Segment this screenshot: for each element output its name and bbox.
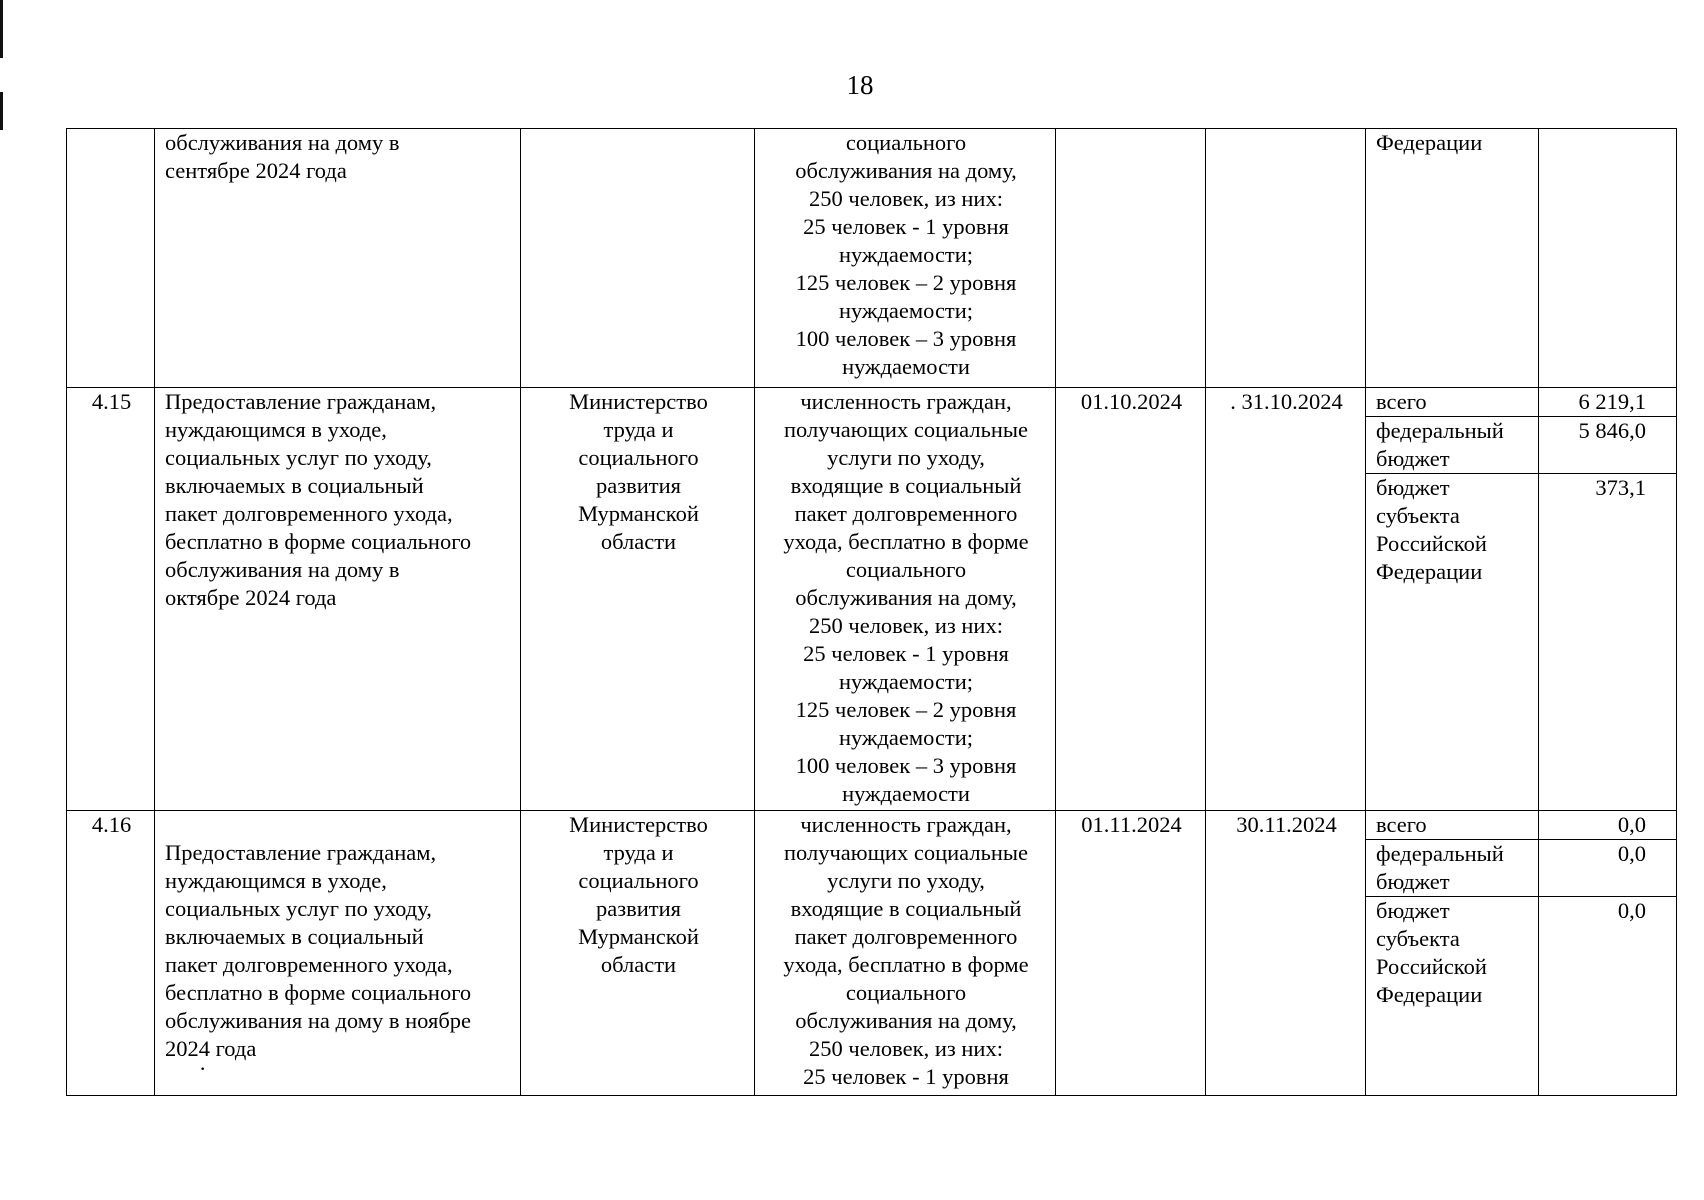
- activity-name: [155, 811, 521, 1096]
- funding-source: всего: [1376, 812, 1427, 837]
- funding-row: [1366, 417, 1676, 474]
- end-date: [1206, 129, 1366, 388]
- scan-speck: ·: [199, 1056, 207, 1081]
- funding-amount: 373,1: [1538, 474, 1676, 811]
- funding-row: [1366, 811, 1676, 840]
- activity-name-text: Предоставление гражданам, нуждающимся в уходе, социальных услуг по уходу, включаемых в социальный пакет долговременного ухода, бесплатно в форме социального обслуживания на дому в ноябре 2024 года: [165, 840, 472, 1061]
- funding-amount: [1538, 129, 1676, 387]
- funding-row: [1366, 897, 1676, 1096]
- start-date: [1056, 129, 1206, 388]
- funding-source: бюджет субъекта Российской Федерации: [1366, 897, 1538, 1096]
- funding-source: Федерации: [1376, 130, 1483, 155]
- table-row: [67, 129, 1677, 388]
- funding-source: бюджет субъекта Российской Федерации: [1366, 474, 1538, 811]
- funding-amount: 0,0: [1538, 811, 1676, 840]
- executor: [521, 129, 755, 388]
- funding-table: [1366, 388, 1676, 810]
- funding-amount: 0,0: [1538, 840, 1676, 897]
- funding-source: федеральный бюджет: [1366, 417, 1538, 474]
- table-row: [67, 811, 1677, 1096]
- executor: Министерство труда и социального развития Мурманской области: [521, 811, 755, 1096]
- table-row: [67, 388, 1677, 811]
- funding-row: [1366, 129, 1676, 387]
- end-date: 30.11.2024: [1206, 811, 1366, 1096]
- indicator: численность граждан, получающих социальные услуги по уходу, входящие в социальный пакет долговременного ухода, бесплатно в форме социального обслуживания на дому, 250 человек, из них: 25 человек - 1 уровня нуждаемости; 125 человек – 2 уровня нуждаемости; 100 человек – 3 уровня нуждаемости: [755, 388, 1056, 811]
- start-date: 01.10.2024: [1056, 388, 1206, 811]
- page-number: 18: [846, 70, 874, 100]
- plan-table: [66, 128, 1677, 1096]
- end-date: . 31.10.2024: [1206, 388, 1366, 811]
- funding-source: федеральный бюджет: [1366, 840, 1538, 897]
- funding-row: [1366, 388, 1676, 417]
- activity-name: обслуживания на дому в сентябре 2024 года: [155, 129, 521, 388]
- funding-table: [1366, 129, 1676, 387]
- funding-amount: 5 846,0: [1538, 417, 1676, 474]
- funding-row: [1366, 840, 1676, 897]
- indicator: социального обслуживания на дому, 250 человек, из них: 25 человек - 1 уровня нуждаемости; 125 человек – 2 уровня нуждаемости; 100 человек – 3 уровня нуждаемости: [755, 129, 1056, 388]
- funding-table: [1366, 811, 1676, 1095]
- funding-amount: 0,0: [1538, 897, 1676, 1096]
- funding-cell: [1366, 811, 1677, 1096]
- funding-cell: [1366, 129, 1677, 388]
- row-number: 4.15: [67, 388, 155, 811]
- scan-edge-mark: [0, 0, 3, 58]
- start-date: 01.11.2024: [1056, 811, 1206, 1096]
- funding-row: [1366, 474, 1676, 811]
- row-number: 4.16: [67, 811, 155, 1096]
- funding-cell: [1366, 388, 1677, 811]
- funding-source: всего: [1376, 389, 1427, 414]
- funding-amount: 6 219,1: [1538, 388, 1676, 417]
- indicator: численность граждан, получающих социальные услуги по уходу, входящие в социальный пакет долговременного ухода, бесплатно в форме социального обслуживания на дому, 250 человек, из них: 25 человек - 1 уровня: [755, 811, 1056, 1096]
- row-number: [67, 129, 155, 388]
- activity-name: Предоставление гражданам, нуждающимся в уходе, социальных услуг по уходу, включаемых в социальный пакет долговременного ухода, бесплатно в форме социального обслуживания на дому в октябре 2024 года: [155, 388, 521, 811]
- executor: Министерство труда и социального развития Мурманской области: [521, 388, 755, 811]
